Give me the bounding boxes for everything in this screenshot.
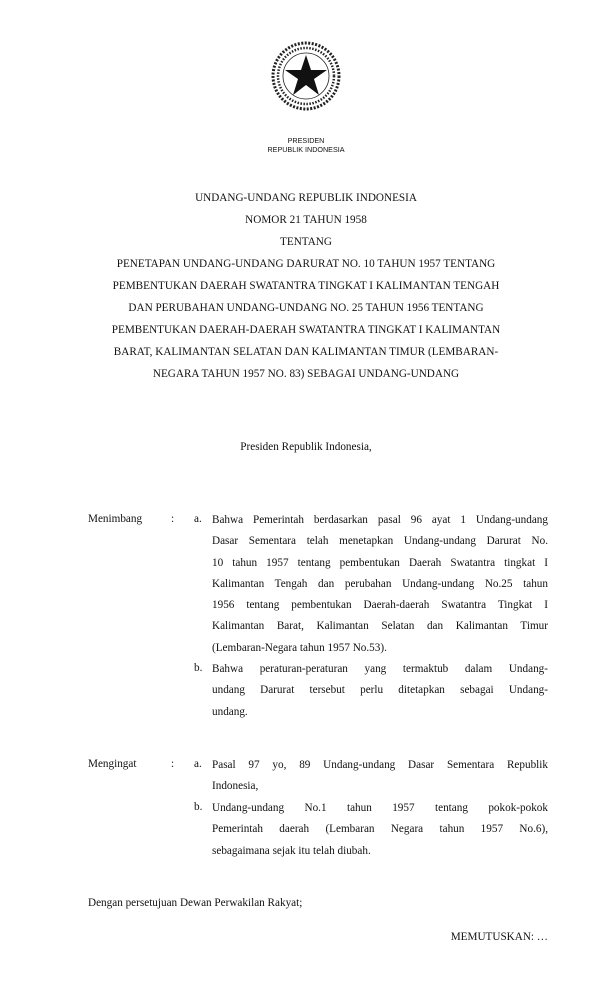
item-marker: a.: [194, 513, 202, 525]
item-marker: b.: [194, 801, 203, 813]
memutuskan-continuation: MEMUTUSKAN: …: [450, 931, 548, 943]
item-line: sebagaimana sejak itu telah diubah.: [212, 844, 371, 857]
item-line: 1956 tentang pembentukan Daerah-daerah Swatantra Tingkat I: [212, 599, 548, 612]
item-marker: b.: [194, 662, 203, 674]
item-line: 10 tahun 1957 tentang pembentukan Daerah Swatantra tingkat I: [212, 556, 548, 569]
item-line: Undang-undang No.1 tahun 1957 tentang pokok-pokok: [212, 802, 548, 814]
list-item: [194, 755, 548, 798]
section-colon: :: [171, 758, 175, 770]
item-line: Pasal 97 yo, 89 Undang-undang Dasar Sementara Republik: [212, 759, 548, 771]
item-line: Kalimantan Barat, Kalimantan Selatan dan Kalimantan Timur: [212, 620, 548, 633]
item-line: (Lembaran-Negara tahun 1957 No.53).: [212, 641, 387, 654]
garuda-emblem-icon: [270, 40, 342, 112]
item-line: Dasar Sementara telah menetapkan Undang-undang Darurat No.: [212, 535, 548, 548]
item-line: Kalimantan Tengah dan perubahan Undang-undang No.25 tahun: [212, 577, 548, 590]
item-line: Pemerintah daerah (Lembaran Negara tahun 1957 No.6),: [212, 823, 548, 836]
approval-line: Dengan persetujuan Dewan Perwakilan Rakyat;: [88, 897, 303, 909]
emblem-caption-line: REPUBLIK INDONESIA: [267, 145, 345, 154]
title-line: BARAT, KALIMANTAN SELATAN DAN KALIMANTAN TIMUR (LEMBARAN-: [113, 346, 499, 358]
emblem-caption-line: PRESIDEN: [287, 136, 325, 145]
list-item: [194, 798, 548, 862]
item-line: Indonesia,: [212, 780, 259, 793]
title-line: PEMBENTUKAN DAERAH SWATANTRA TINGKAT I KALIMANTAN TENGAH: [112, 280, 500, 292]
item-line: undang Darurat tersebut perlu ditetapkan sebagai Undang-: [212, 684, 548, 697]
title-line: UNDANG-UNDANG REPUBLIK INDONESIA: [195, 192, 417, 204]
list-item: [194, 510, 548, 659]
title-line: DAN PERUBAHAN UNDANG-UNDANG NO. 25 TAHUN 1956 TENTANG: [128, 302, 484, 314]
item-line: undang.: [212, 705, 248, 718]
emblem-caption: [0, 136, 612, 154]
item-marker: a.: [194, 758, 202, 770]
item-line: Bahwa peraturan-peraturan yang termaktub dalam Undang-: [212, 663, 548, 675]
list-item: [194, 659, 548, 723]
intro-line: Presiden Republik Indonesia,: [240, 441, 372, 453]
title-line: NOMOR 21 TAHUN 1958: [245, 214, 367, 226]
title-line: PENETAPAN UNDANG-UNDANG DARURAT NO. 10 TAHUN 1957 TENTANG: [116, 258, 496, 270]
section-label: Mengingat: [88, 758, 137, 770]
section-colon: :: [171, 513, 175, 525]
title-line: NEGARA TAHUN 1957 NO. 83) SEBAGAI UNDANG-UNDANG: [152, 368, 460, 380]
document-title: [60, 187, 552, 385]
title-line: TENTANG: [280, 236, 332, 248]
title-line: PEMBENTUKAN DAERAH-DAERAH SWATANTRA TINGKAT I KALIMANTAN: [111, 324, 501, 336]
section-label: Menimbang: [88, 513, 143, 525]
item-line: Bahwa Pemerintah berdasarkan pasal 96 ayat 1 Undang-undang: [212, 514, 548, 526]
